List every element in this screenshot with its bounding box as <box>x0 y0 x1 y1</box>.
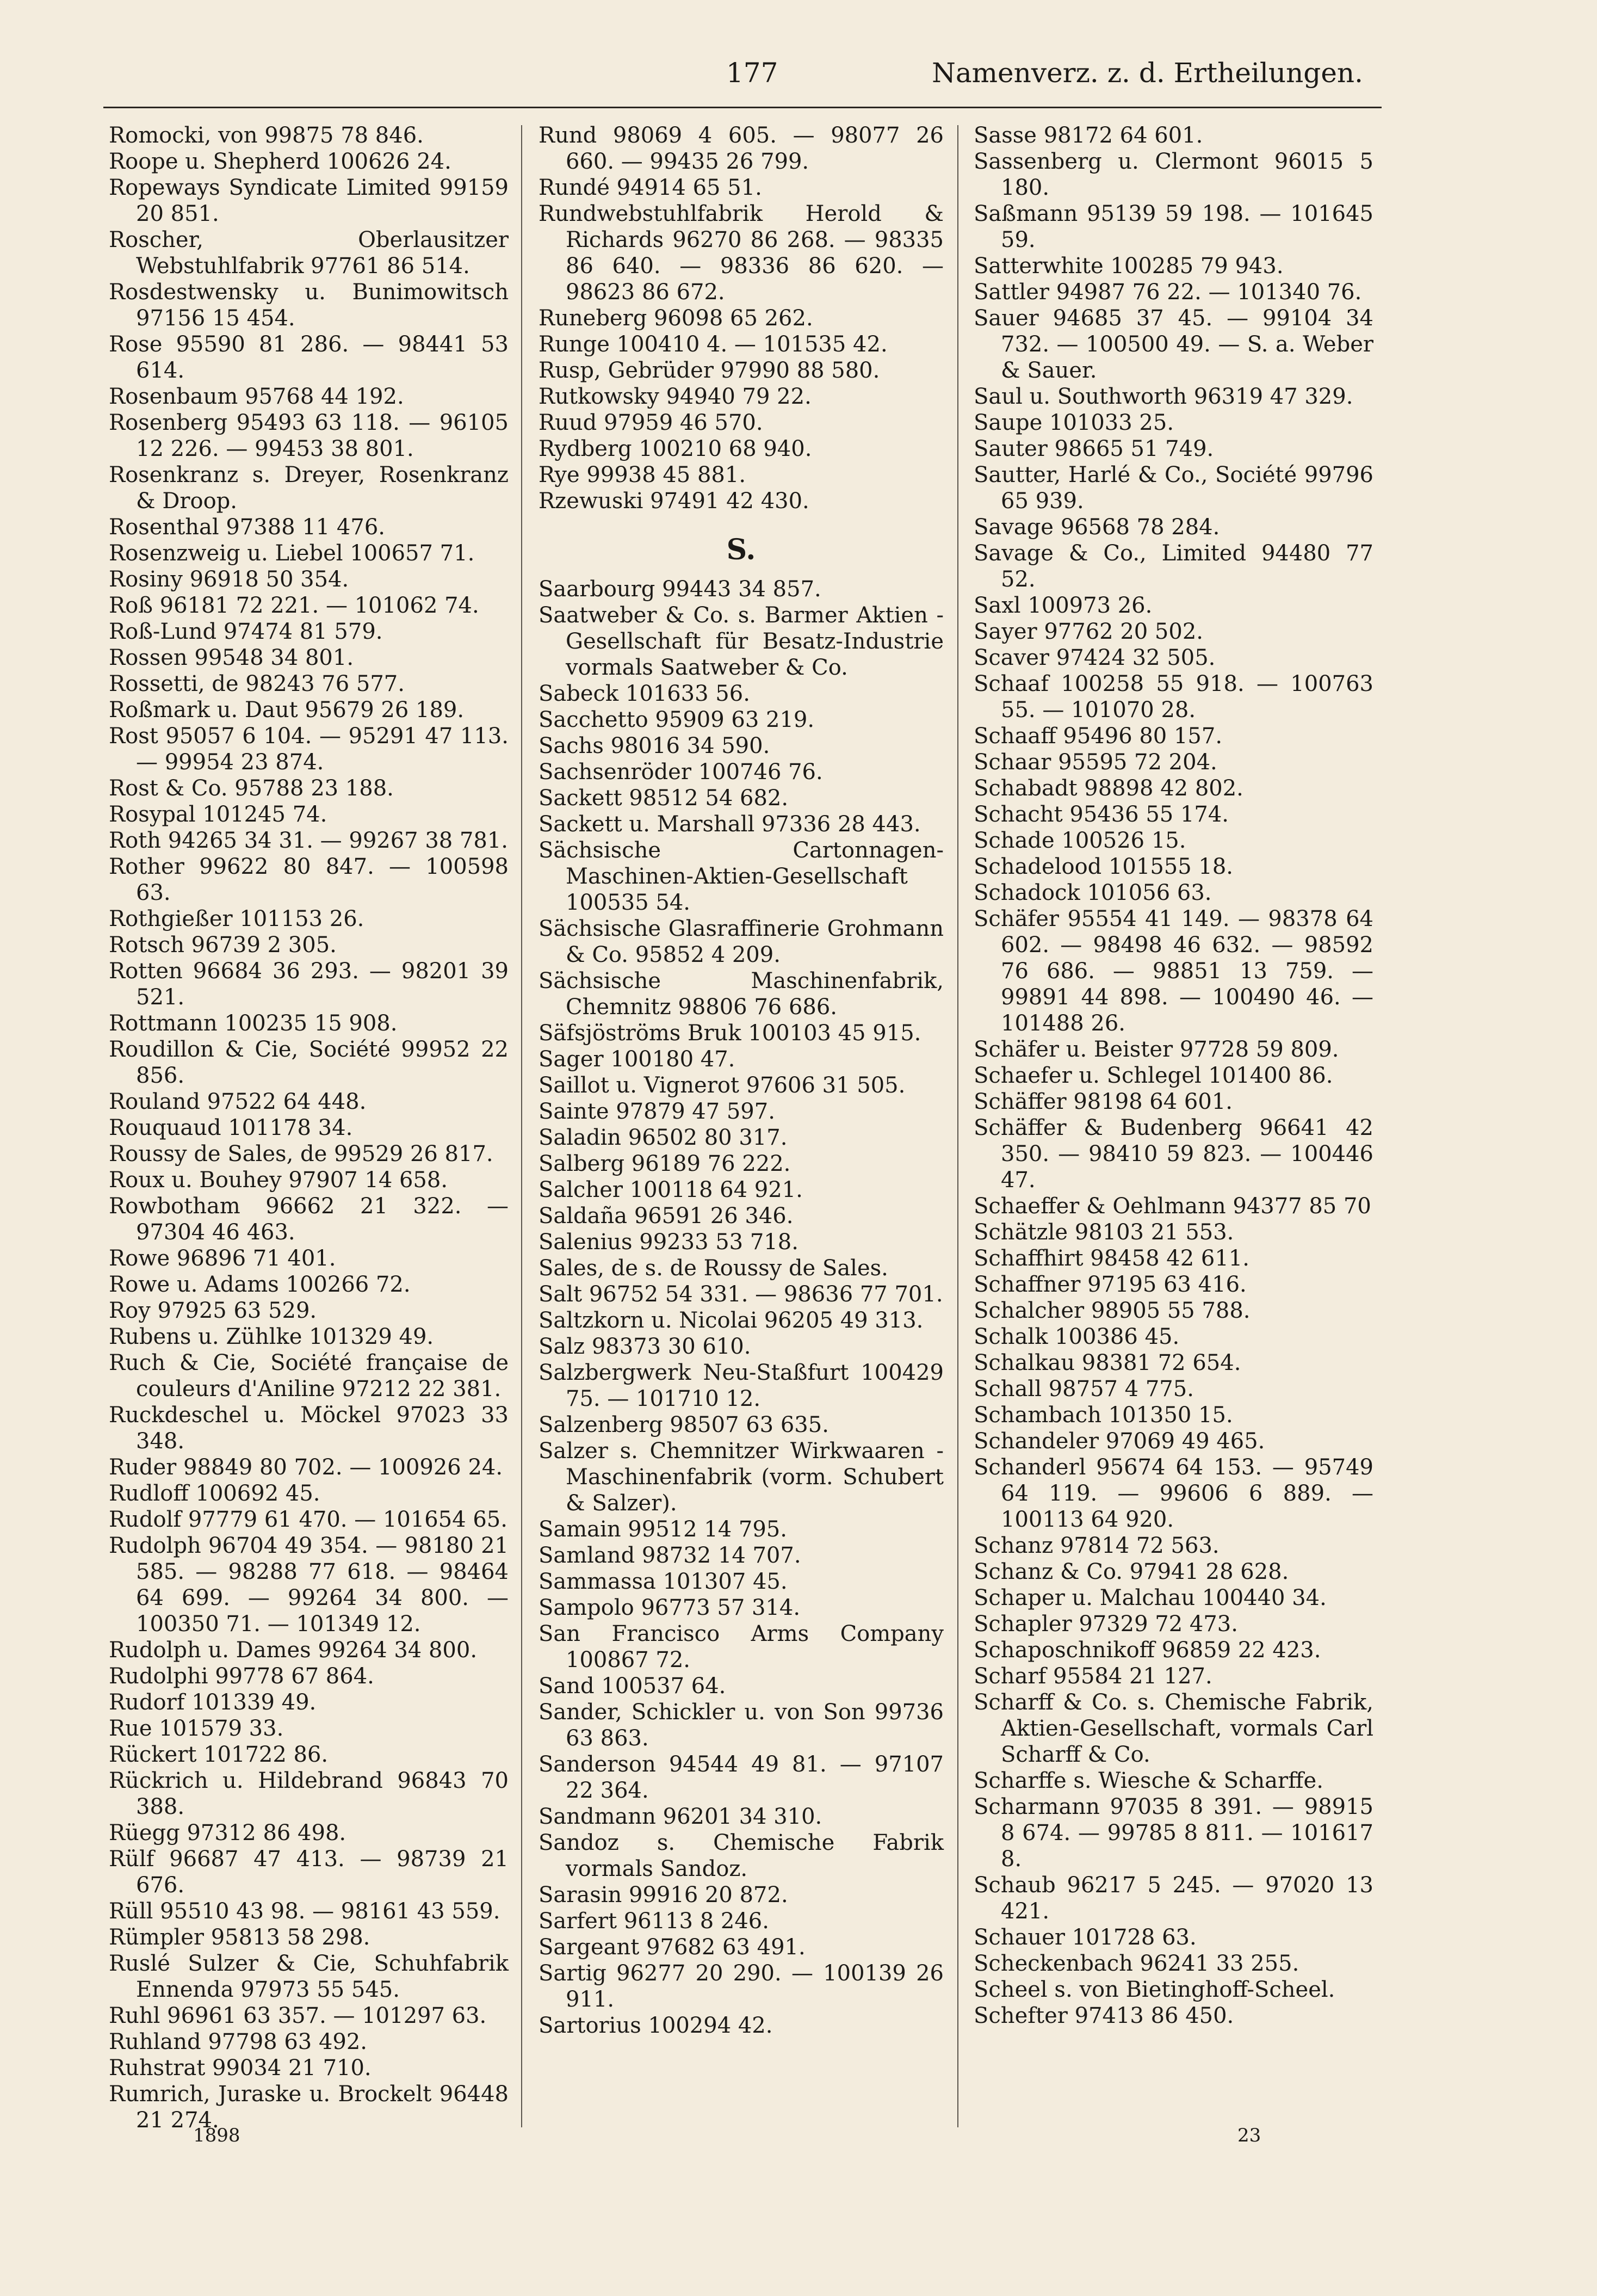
index-entry: Sacchetto 95909 63 219. <box>538 707 815 732</box>
index-entry: Ruder 98849 80 702. — 100926 24. <box>109 1455 503 1480</box>
index-entry: Rosypal 101245 74. <box>109 802 327 827</box>
index-entry: Roß 96181 72 221. — 101062 74. <box>109 593 479 618</box>
index-entry: Roscher, Oberlausitzer Webstuhlfabrik 97761 86 514. <box>109 227 509 279</box>
index-entry: Romocki, von 99875 78 846. <box>109 123 424 148</box>
index-entry: Ruckdeschel u. Möckel 97023 33 348. <box>109 1403 509 1454</box>
index-entry: Schacht 95436 55 174. <box>974 802 1229 827</box>
index-entry: Salberg 96189 76 222. <box>538 1151 791 1176</box>
index-entry: Rosenberg 95493 63 118. — 96105 12 226. — 99453 38 801. <box>109 410 509 461</box>
index-entry: Roy 97925 63 529. <box>109 1298 317 1323</box>
index-entry: Rutkowsky 94940 79 22. <box>538 384 812 409</box>
index-entry: Schabadt 98898 42 802. <box>974 776 1243 801</box>
index-entry: Rosenbaum 95768 44 192. <box>109 384 404 409</box>
index-entry: Saladin 96502 80 317. <box>538 1125 788 1150</box>
index-entry: Rottmann 100235 15 908. <box>109 1011 398 1036</box>
index-entry: Roß-Lund 97474 81 579. <box>109 619 383 644</box>
index-entry: Salzbergwerk Neu-Staßfurt 100429 75. — 101710 12. <box>538 1360 944 1411</box>
index-entry: Ruhland 97798 63 492. <box>109 2029 367 2054</box>
index-entry: Sächsische Cartonnagen-Maschinen-Aktien-Gesellschaft 100535 54. <box>538 838 944 915</box>
index-entry: Rudolph u. Dames 99264 34 800. <box>109 1638 478 1663</box>
index-entry: Schall 98757 4 775. <box>974 1377 1194 1402</box>
index-entry: Salzenberg 98507 63 635. <box>538 1412 829 1437</box>
index-entry: Sayer 97762 20 502. <box>974 619 1203 644</box>
index-entry: Saldaña 96591 26 346. <box>538 1203 794 1229</box>
index-entry: Säfsjöströms Bruk 100103 45 915. <box>538 1021 921 1046</box>
index-entry: Savage 96568 78 284. <box>974 515 1220 540</box>
column-2-r-entries <box>538 122 944 514</box>
index-entry: Schefter 97413 86 450. <box>974 2003 1234 2028</box>
index-entry: Scaver 97424 32 505. <box>974 645 1216 670</box>
index-entry: Rumrich, Juraske u. Brockelt 96448 21 274. <box>109 2082 509 2133</box>
index-entry: Schade 100526 15. <box>974 828 1186 853</box>
index-entry: Runge 100410 4. — 101535 42. <box>538 332 888 357</box>
index-entry: Rotten 96684 36 293. — 98201 39 521. <box>109 959 509 1010</box>
index-entry: Rülf 96687 47 413. — 98739 21 676. <box>109 1847 509 1898</box>
header-rule <box>103 107 1382 108</box>
index-entry: Rückert 101722 86. <box>109 1742 329 1767</box>
index-entry: Rosdestwensky u. Bunimowitsch 97156 15 454. <box>109 280 509 331</box>
column-1 <box>109 122 509 2133</box>
index-entry: Sandmann 96201 34 310. <box>538 1804 822 1829</box>
index-entry: Ruhstrat 99034 21 710. <box>109 2056 372 2081</box>
index-entry: Rudolphi 99778 67 864. <box>109 1664 374 1689</box>
index-entry: Rossen 99548 34 801. <box>109 645 354 670</box>
index-entry: Saillot u. Vignerot 97606 31 505. <box>538 1073 906 1098</box>
index-entry: Rosenthal 97388 11 476. <box>109 515 385 540</box>
index-entry: San Francisco Arms Company 100867 72. <box>538 1621 944 1672</box>
index-entry: Saarbourg 99443 34 857. <box>538 577 821 602</box>
index-entry: Ruslé Sulzer & Cie, Schuhfabrik Ennenda 97973 55 545. <box>109 1951 509 2002</box>
index-entry: Roßmark u. Daut 95679 26 189. <box>109 698 465 723</box>
index-entry: Saupe 101033 25. <box>974 410 1174 435</box>
index-entry: Rümpler 95813 58 298. <box>109 1925 370 1950</box>
index-entry: Rosiny 96918 50 354. <box>109 567 349 592</box>
index-entry: Rossetti, de 98243 76 577. <box>109 671 405 696</box>
index-entry: Rubens u. Zühlke 101329 49. <box>109 1324 434 1349</box>
index-entry: Schanz 97814 72 563. <box>974 1533 1220 1558</box>
index-entry: Schaaf 100258 55 918. — 100763 55. — 101070 28. <box>974 671 1373 723</box>
index-entry: Schäffer & Budenberg 96641 42 350. — 98410 59 823. — 100446 47. <box>974 1115 1373 1193</box>
index-entry: Rüll 95510 43 98. — 98161 43 559. <box>109 1899 500 1924</box>
index-entry: Rouland 97522 64 448. <box>109 1089 367 1114</box>
index-entry: Saxl 100973 26. <box>974 593 1153 618</box>
index-entry: Ruud 97959 46 570. <box>538 410 763 435</box>
index-entry: Rowe u. Adams 100266 72. <box>109 1272 411 1297</box>
index-entry: Sauer 94685 37 45. — 99104 34 732. — 100500 49. — S. a. Weber & Sauer. <box>974 306 1373 383</box>
footer-year: 1898 <box>193 2125 240 2146</box>
index-entry: Ruhl 96961 63 357. — 101297 63. <box>109 2003 487 2028</box>
index-entry: Rost 95057 6 104. — 95291 47 113. — 99954 23 874. <box>109 724 509 775</box>
index-entry: Rue 101579 33. <box>109 1716 284 1741</box>
index-entry: Ropeways Syndicate Limited 99159 20 851. <box>109 175 509 226</box>
index-entry: Schapler 97329 72 473. <box>974 1612 1238 1637</box>
index-entry: Salenius 99233 53 718. <box>538 1230 799 1255</box>
index-entry: Saßmann 95139 59 198. — 101645 59. <box>974 201 1373 252</box>
index-entry: Saltzkorn u. Nicolai 96205 49 313. <box>538 1308 924 1333</box>
running-title: Namenverz. z. d. Ertheilungen. <box>932 57 1363 89</box>
index-entry: Schadelood 101555 18. <box>974 854 1233 879</box>
index-entry: Rund 98069 4 605. — 98077 26 660. — 99435 26 799. <box>538 123 944 174</box>
index-entry: Rudolf 97779 61 470. — 101654 65. <box>109 1507 507 1532</box>
index-entry: Sattler 94987 76 22. — 101340 76. <box>974 280 1362 305</box>
index-entry: Schäfer 95554 41 149. — 98378 64 602. — 98498 46 632. — 98592 76 686. — 98851 13 759. — 99891 44 898. — 100490 46. — 101488 26. <box>974 906 1373 1036</box>
index-entry: Schaaff 95496 80 157. <box>974 724 1223 749</box>
index-entry: Sachs 98016 34 590. <box>538 733 770 758</box>
index-entry: Rudorf 101339 49. <box>109 1690 317 1715</box>
index-entry: Rowe 96896 71 401. <box>109 1246 336 1271</box>
index-entry: Sassenberg u. Clermont 96015 5 180. <box>974 149 1373 200</box>
index-entry: Saatweber & Co. s. Barmer Aktien - Gesellschaft für Besatz-Industrie vormals Saatweber & Co. <box>538 603 944 680</box>
index-entry: Roussy de Sales, de 99529 26 817. <box>109 1141 493 1166</box>
index-entry: Sabeck 101633 56. <box>538 681 750 706</box>
index-entry: Scharffe s. Wiesche & Scharffe. <box>974 1768 1323 1793</box>
index-entry: Sartig 96277 20 290. — 100139 26 911. <box>538 1961 944 2012</box>
column-divider <box>957 125 958 2127</box>
index-entry: Sackett u. Marshall 97336 28 443. <box>538 812 921 837</box>
index-entry: Schaffhirt 98458 42 611. <box>974 1246 1249 1271</box>
index-entry: Rosenkranz s. Dreyer, Rosenkranz & Droop. <box>109 462 509 514</box>
index-entry: Roth 94265 34 31. — 99267 38 781. <box>109 828 509 853</box>
index-entry: Schaposchnikoff 96859 22 423. <box>974 1638 1321 1663</box>
index-entry: Sainte 97879 47 597. <box>538 1099 775 1124</box>
index-entry: Rückrich u. Hildebrand 96843 70 388. <box>109 1768 509 1819</box>
index-entry: Roope u. Shepherd 100626 24. <box>109 149 451 174</box>
index-entry: Sauter 98665 51 749. <box>974 436 1214 461</box>
index-entry: Salt 96752 54 331. — 98636 77 701. <box>538 1282 943 1307</box>
index-entry: Salzer s. Chemnitzer Wirkwaaren - Maschinenfabrik (vorm. Schubert & Salzer). <box>538 1439 944 1516</box>
index-entry: Saul u. Southworth 96319 47 329. <box>974 384 1353 409</box>
index-entry: Schaeffer & Oehlmann 94377 85 70 <box>974 1194 1371 1219</box>
index-entry: Roux u. Bouhey 97907 14 658. <box>109 1168 448 1193</box>
index-entry: Rose 95590 81 286. — 98441 53 614. <box>109 332 509 383</box>
index-entry: Sächsische Glasraffinerie Grohmann & Co. 95852 4 209. <box>538 916 944 967</box>
index-entry: Sächsische Maschinenfabrik, Chemnitz 98806 76 686. <box>538 968 944 1020</box>
index-entry: Sampolo 96773 57 314. <box>538 1595 801 1620</box>
section-letter-heading: S. <box>726 533 756 566</box>
index-entry: Sasse 98172 64 601. <box>974 123 1203 148</box>
index-entry: Schanderl 95674 64 153. — 95749 64 119. — 99606 6 889. — 100113 64 920. <box>974 1455 1373 1532</box>
index-entry: Rusp, Gebrüder 97990 88 580. <box>538 358 880 383</box>
index-entry: Rotsch 96739 2 305. <box>109 933 337 958</box>
index-entry: Runeberg 96098 65 262. <box>538 306 813 331</box>
index-entry: Scharff & Co. s. Chemische Fabrik, Aktien-Gesellschaft, vormals Carl Scharff & Co. <box>974 1690 1373 1767</box>
index-entry: Sanderson 94544 49 81. — 97107 22 364. <box>538 1752 944 1803</box>
index-entry: Schauer 101728 63. <box>974 1925 1197 1950</box>
page-header <box>0 57 1597 106</box>
index-entry: Scharmann 97035 8 391. — 98915 8 674. — 99785 8 811. — 101617 8. <box>974 1794 1373 1872</box>
index-entry: Schandeler 97069 49 465. <box>974 1429 1265 1454</box>
index-entry: Schadock 101056 63. <box>974 880 1212 905</box>
index-entry: Salz 98373 30 610. <box>538 1334 751 1359</box>
index-entry: Schalcher 98905 55 788. <box>974 1298 1251 1323</box>
index-entry: Sand 100537 64. <box>538 1674 726 1699</box>
index-entry: Schalk 100386 45. <box>974 1324 1180 1349</box>
index-entry: Rost & Co. 95788 23 188. <box>109 776 394 801</box>
footer-sheet-number: 23 <box>1237 2125 1261 2146</box>
index-entry: Schaper u. Malchau 100440 34. <box>974 1585 1327 1610</box>
index-entry: Samland 98732 14 707. <box>538 1543 801 1568</box>
index-entry: Rydberg 100210 68 940. <box>538 436 812 461</box>
index-entry: Sarasin 99916 20 872. <box>538 1883 788 1908</box>
index-entry: Schanz & Co. 97941 28 628. <box>974 1559 1289 1584</box>
index-entry: Sager 100180 47. <box>538 1047 735 1072</box>
index-entry: Schambach 101350 15. <box>974 1403 1233 1428</box>
index-entry: Rudolph 96704 49 354. — 98180 21 585. — 98288 77 618. — 98464 64 699. — 99264 34 800. — 100350 71. — 101349 12. <box>109 1533 509 1637</box>
column-divider <box>521 125 522 2127</box>
index-entry: Schalkau 98381 72 654. <box>974 1350 1241 1375</box>
index-entry: Rzewuski 97491 42 430. <box>538 489 809 514</box>
index-entry: Rother 99622 80 847. — 100598 63. <box>109 854 509 905</box>
index-entry: Sales, de s. de Roussy de Sales. <box>538 1256 888 1281</box>
index-entry: Satterwhite 100285 79 943. <box>974 254 1284 279</box>
index-entry: Sachsenröder 100746 76. <box>538 760 823 785</box>
index-entry: Salcher 100118 64 921. <box>538 1177 803 1202</box>
index-entry: Sander, Schickler u. von Son 99736 63 863. <box>538 1700 944 1751</box>
index-entry: Roudillon & Cie, Société 99952 22 856. <box>109 1037 509 1088</box>
index-entry: Scheel s. von Bietinghoff-Scheel. <box>974 1977 1335 2002</box>
index-entry: Ruch & Cie, Société française de couleurs d'Aniline 97212 22 381. <box>109 1350 509 1402</box>
index-entry: Rye 99938 45 881. <box>538 462 746 487</box>
index-entry: Schäfer u. Beister 97728 59 809. <box>974 1037 1339 1062</box>
column-2 <box>538 122 944 2039</box>
index-entry: Rosenzweig u. Liebel 100657 71. <box>109 541 475 566</box>
index-entry: Rowbotham 96662 21 322. — 97304 46 463. <box>109 1194 509 1245</box>
index-entry: Rouquaud 101178 34. <box>109 1115 353 1140</box>
index-entry: Sarfert 96113 8 246. <box>538 1909 769 1934</box>
index-entry: Savage & Co., Limited 94480 77 52. <box>974 541 1373 592</box>
page-number: 177 <box>726 57 778 89</box>
index-entry: Sackett 98512 54 682. <box>538 786 789 811</box>
index-entry: Schaefer u. Schlegel 101400 86. <box>974 1063 1333 1088</box>
index-entry: Schätzle 98103 21 553. <box>974 1220 1234 1245</box>
index-entry: Scharf 95584 21 127. <box>974 1664 1212 1689</box>
index-entry: Sargeant 97682 63 491. <box>538 1935 806 1960</box>
index-entry: Rüegg 97312 86 498. <box>109 1820 346 1846</box>
index-entry: Rudloff 100692 45. <box>109 1481 320 1506</box>
index-entry: Schaar 95595 72 204. <box>974 750 1217 775</box>
index-entry: Sammassa 101307 45. <box>538 1569 788 1594</box>
index-entry: Samain 99512 14 795. <box>538 1517 787 1542</box>
column-2-s-entries <box>538 576 944 2039</box>
index-entry: Rothgießer 101153 26. <box>109 906 364 931</box>
column-3 <box>974 122 1373 2029</box>
index-entry: Schaub 96217 5 245. — 97020 13 421. <box>974 1873 1373 1924</box>
index-entry: Sandoz s. Chemische Fabrik vormals Sandoz. <box>538 1830 944 1881</box>
index-entry: Schäffer 98198 64 601. <box>974 1089 1233 1114</box>
index-entry: Sartorius 100294 42. <box>538 2013 773 2038</box>
index-entry: Rundé 94914 65 51. <box>538 175 762 200</box>
index-entry: Sautter, Harlé & Co., Société 99796 65 939. <box>974 462 1373 514</box>
index-entry: Scheckenbach 96241 33 255. <box>974 1951 1299 1976</box>
index-entry: Schaffner 97195 63 416. <box>974 1272 1247 1297</box>
index-entry: Rundwebstuhlfabrik Herold & Richards 96270 86 268. — 98335 86 640. — 98336 86 620. — 98623 86 672. <box>538 201 944 305</box>
